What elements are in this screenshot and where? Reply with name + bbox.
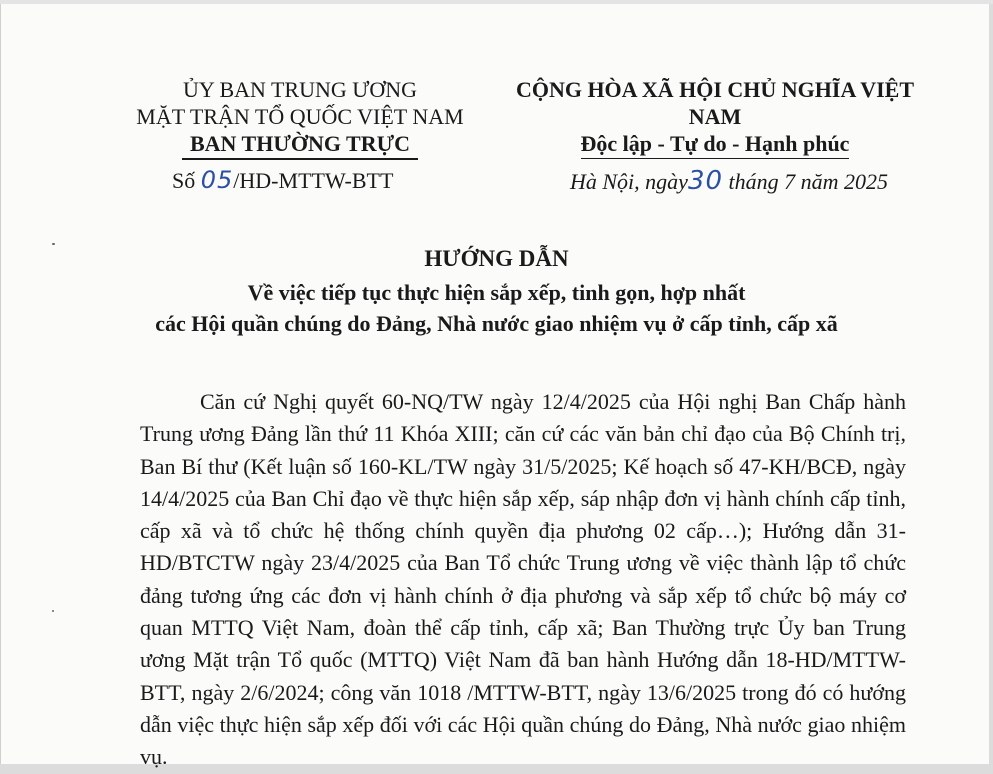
agency-line-1: ỦY BAN TRUNG ƯƠNG — [182, 77, 418, 102]
scan-speck — [52, 243, 55, 245]
doc-number-prefix: Số — [172, 168, 196, 193]
scan-speck — [52, 610, 54, 612]
document-number — [172, 166, 393, 194]
date-day-handwritten: 30 — [687, 166, 724, 196]
national-header — [492, 76, 938, 159]
national-title: CỘNG HÒA XÃ HỘI CHỦ NGHĨA VIỆT NAM — [515, 77, 915, 129]
agency-line-3: BAN THƯỜNG TRỰC — [189, 131, 411, 156]
document-subtitle-1: Về việc tiếp tục thực hiện sắp xếp, tinh gọn, hợp nhất — [247, 280, 746, 305]
doc-number-suffix: /HD-MTTW-BTT — [233, 168, 394, 193]
date-line — [570, 166, 888, 196]
body-paragraph-1: Căn cứ Nghị quyết 60-NQ/TW ngày 12/4/2025 của Hội nghị Ban Chấp hành Trung ương Đảng lần thứ 11 Khóa XIII; căn cứ các văn bản chỉ đạo của Bộ Chính trị, Ban Bí thư (Kết luận số 160-KL/TW ngày 31/5/2025; Kế hoạch số 47-KH/BCĐ, ngày 14/4/2025 của Ban Chỉ đạo về thực hiện sắp xếp, sáp nhập đơn vị hành chính cấp tỉnh, cấp xã và tổ chức hệ thống chính quyền địa phương 02 cấp…); Hướng dẫn 31-HD/BTCTW ngày 23/4/2025 của Ban Tổ chức Trung ương về việc thành lập tổ chức đảng tương ứng các đơn vị hành chính ở địa phương và sắp xếp tổ chức bộ máy cơ quan MTTQ Việt Nam, đoàn thể cấp tỉnh, cấp xã; Ban Thường trực Ủy ban Trung ương Mặt trận Tổ quốc (MTTQ) Việt Nam đã ban hành Hướng dẫn 18-HD/MTTW-BTT, ngày 2/6/2024; công văn 1018 /MTTW-BTT, ngày 13/6/2025 trong đó có hướng dẫn việc thực hiện sắp xếp đối với các Hội quần chúng do Đảng, Nhà nước giao nhiệm vụ. — [140, 389, 906, 770]
document-subtitle-2: các Hội quần chúng do Đảng, Nhà nước giao nhiệm vụ ở cấp tỉnh, cấp xã — [155, 311, 838, 336]
date-prefix: Hà Nội, ngày — [570, 169, 688, 194]
doc-number-handwritten: 05 — [200, 166, 234, 194]
agency-underline — [182, 158, 418, 160]
document-title: HƯỚNG DẪN — [424, 246, 569, 271]
issuing-agency — [120, 76, 480, 160]
national-motto: Độc lập - Tự do - Hạnh phúc — [581, 130, 850, 159]
agency-line-2: MẶT TRẬN TỔ QUỐC VIỆT NAM — [136, 104, 464, 129]
date-suffix: tháng 7 năm 2025 — [728, 169, 889, 194]
